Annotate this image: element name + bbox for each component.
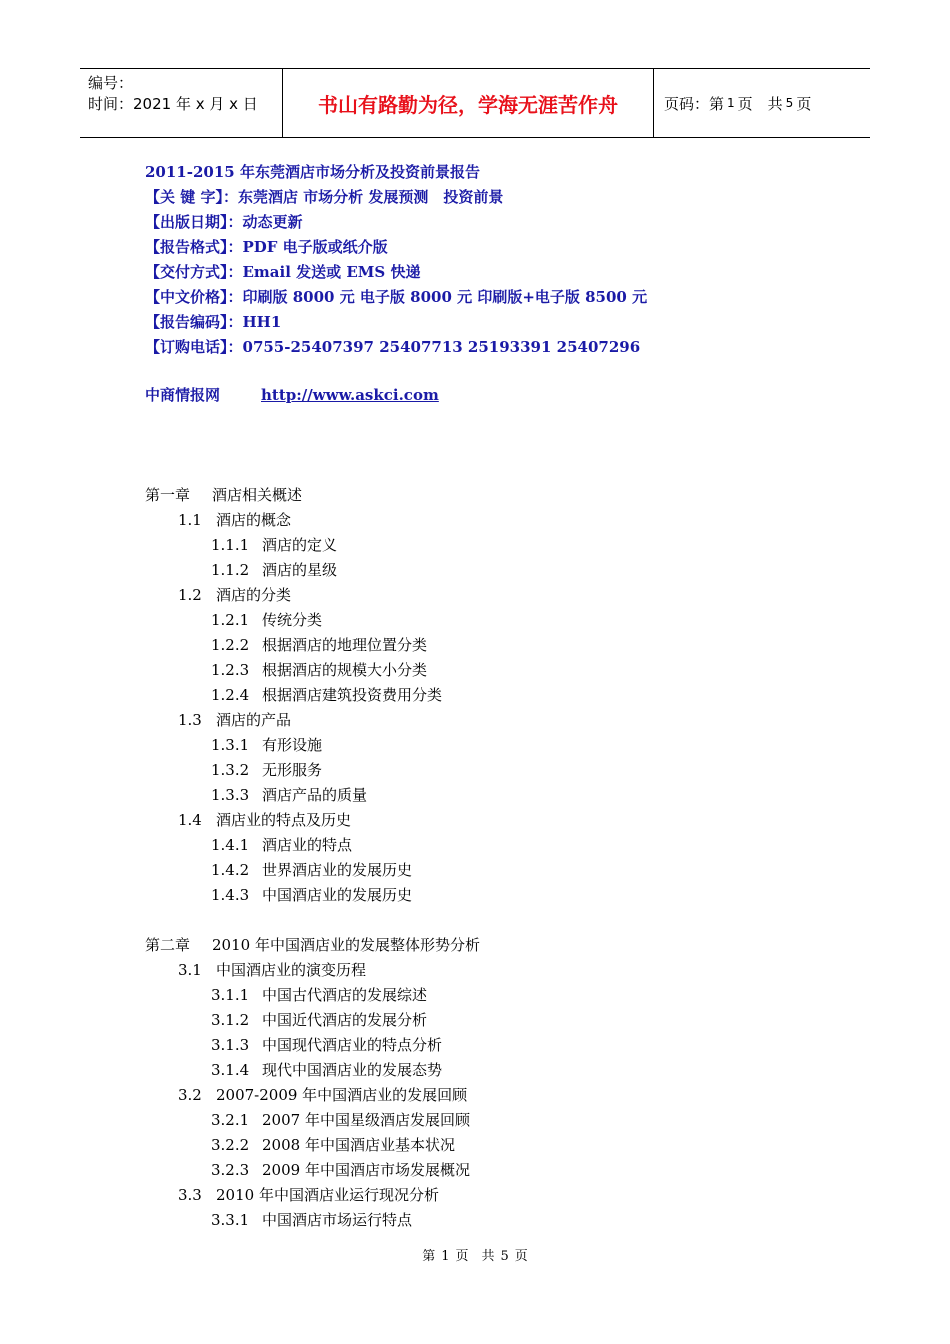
time-label: 时间：2021 年 x 月 x 日	[88, 95, 258, 113]
site-line	[145, 383, 439, 408]
document-header	[80, 68, 870, 138]
report-info	[145, 160, 647, 360]
toc-number: 1.2.3	[211, 661, 250, 679]
toc-number: 3.1.2	[211, 1011, 250, 1029]
footer-current: 1	[441, 1249, 450, 1264]
report-field: 【中文价格】：印刷版 8000 元 电子版 8000 元 印刷版+电子版 8500 元	[145, 288, 648, 306]
toc-number: 1.4.2	[211, 861, 250, 879]
toc-entry	[145, 483, 302, 508]
toc-number: 1.3.1	[211, 736, 250, 754]
toc-entry	[211, 658, 427, 683]
toc-entry	[211, 1033, 442, 1058]
toc-entry	[178, 508, 291, 533]
toc-title: 酒店的分类	[216, 586, 292, 604]
toc-title: 酒店的产品	[216, 711, 292, 729]
toc-number: 3.1.3	[211, 1036, 250, 1054]
toc-entry	[211, 1158, 470, 1183]
toc-entry	[178, 708, 291, 733]
toc-title: 中国现代酒店业的特点分析	[262, 1036, 443, 1054]
toc-number: 3.3.1	[211, 1211, 250, 1229]
report-field: 【报告格式】：PDF 电子版或纸介版	[145, 238, 388, 256]
toc-title: 传统分类	[262, 611, 323, 629]
toc-entry	[211, 558, 337, 583]
toc-number: 3.1.1	[211, 986, 250, 1004]
site-name: 中商情报网	[145, 386, 221, 404]
toc-entry	[211, 758, 322, 783]
toc-entry	[211, 1133, 455, 1158]
report-title: 2011-2015 年东莞酒店市场分析及投资前景报告	[145, 163, 480, 181]
toc-title: 2007-2009 年中国酒店业的发展回顾	[216, 1086, 468, 1104]
toc-title: 中国酒店市场运行特点	[262, 1211, 413, 1229]
report-field: 【订购电话】：0755-25407397 25407713 25193391 25407296	[145, 338, 641, 356]
toc-title: 根据酒店的地理位置分类	[262, 636, 428, 654]
toc-number: 3.2.2	[211, 1136, 250, 1154]
toc-entry	[211, 1108, 470, 1133]
toc-title: 2008 年中国酒店业基本状况	[262, 1136, 455, 1154]
footer-prefix: 第	[422, 1249, 436, 1264]
report-field: 【报告编码】：HH1	[145, 313, 282, 331]
toc-title: 中国近代酒店的发展分析	[262, 1011, 428, 1029]
toc-number: 3.1.4	[211, 1061, 250, 1079]
toc-entry	[178, 583, 291, 608]
toc-entry	[211, 983, 427, 1008]
toc-title: 中国古代酒店的发展综述	[262, 986, 428, 1004]
doc-number-label: 编号：	[88, 74, 134, 92]
site-url-link[interactable]: http://www.askci.com	[261, 386, 439, 404]
page-current: 1	[727, 96, 735, 110]
toc-entry	[211, 733, 322, 758]
toc-number: 1.4	[178, 811, 202, 829]
page-label-suffix: 页	[796, 94, 812, 113]
toc-title: 2007 年中国星级酒店发展回顾	[262, 1111, 470, 1129]
page-label-prefix: 页码：第	[664, 94, 725, 113]
toc-title: 中国酒店业的演变历程	[216, 961, 367, 979]
toc-number: 3.2.3	[211, 1161, 250, 1179]
toc-title: 无形服务	[262, 761, 323, 779]
header-page-number	[654, 69, 870, 137]
toc-entry	[211, 1058, 442, 1083]
toc-title: 根据酒店建筑投资费用分类	[262, 686, 443, 704]
toc-entry	[211, 883, 412, 908]
footer-mid: 页 共	[455, 1249, 495, 1264]
toc-title: 酒店的星级	[262, 561, 338, 579]
toc-entry	[211, 608, 322, 633]
toc-entry	[178, 1183, 439, 1208]
toc-title: 现代中国酒店业的发展态势	[262, 1061, 443, 1079]
toc-number: 3.2	[178, 1086, 202, 1104]
toc-number: 1.2.2	[211, 636, 250, 654]
header-motto: 书山有路勤为径，学海无涯苦作舟	[282, 69, 654, 137]
toc-title: 酒店业的特点及历史	[216, 811, 352, 829]
report-field: 【出版日期】：动态更新	[145, 213, 303, 231]
toc-number: 1.3.3	[211, 786, 250, 804]
toc-entry	[211, 633, 427, 658]
toc-title: 世界酒店业的发展历史	[262, 861, 413, 879]
toc-number: 3.2.1	[211, 1111, 250, 1129]
toc-entry	[211, 1008, 427, 1033]
toc-number: 1.2.1	[211, 611, 250, 629]
toc-number: 3.1	[178, 961, 202, 979]
toc-entry	[211, 858, 412, 883]
toc-number: 1.2.4	[211, 686, 250, 704]
toc-number: 第二章	[145, 936, 191, 954]
toc-title: 2009 年中国酒店市场发展概况	[262, 1161, 470, 1179]
toc-number: 1.3.2	[211, 761, 250, 779]
toc-entry	[178, 1083, 467, 1108]
footer-total: 5	[500, 1249, 509, 1264]
toc-title: 酒店的定义	[262, 536, 338, 554]
footer-suffix: 页	[514, 1249, 528, 1264]
toc-entry	[178, 808, 351, 833]
toc-title: 有形设施	[262, 736, 323, 754]
toc-title: 2010 年中国酒店业运行现况分析	[216, 1186, 439, 1204]
page-footer	[0, 1245, 950, 1264]
toc-title: 酒店相关概述	[212, 486, 303, 504]
toc-title: 酒店的概念	[216, 511, 292, 529]
toc-number: 1.1	[178, 511, 202, 529]
toc-entry	[211, 533, 337, 558]
toc-entry	[178, 958, 366, 983]
toc-number: 1.2	[178, 586, 202, 604]
toc-entry	[145, 933, 480, 958]
toc-number: 1.1.1	[211, 536, 250, 554]
toc-number: 3.3	[178, 1186, 202, 1204]
toc-number: 1.4.1	[211, 836, 250, 854]
toc-title: 酒店业的特点	[262, 836, 353, 854]
header-meta	[80, 69, 282, 137]
toc-title: 酒店产品的质量	[262, 786, 368, 804]
toc-number: 1.1.2	[211, 561, 250, 579]
page-total: 5	[785, 96, 794, 110]
report-field: 【交付方式】：Email 发送或 EMS 快递	[145, 263, 421, 281]
toc-entry	[211, 683, 442, 708]
toc-title: 2010 年中国酒店业的发展整体形势分析	[212, 936, 480, 954]
toc-entry	[211, 1208, 412, 1233]
toc-title: 根据酒店的规模大小分类	[262, 661, 428, 679]
toc-entry	[211, 783, 367, 808]
report-field: 【关 键 字】：东莞酒店 市场分析 发展预测 投资前景	[145, 188, 504, 206]
toc-number: 第一章	[145, 486, 191, 504]
toc-number: 1.4.3	[211, 886, 250, 904]
toc-title: 中国酒店业的发展历史	[262, 886, 413, 904]
toc-entry	[211, 833, 352, 858]
toc-number: 1.3	[178, 711, 202, 729]
page-label-mid: 页 共	[737, 94, 783, 113]
